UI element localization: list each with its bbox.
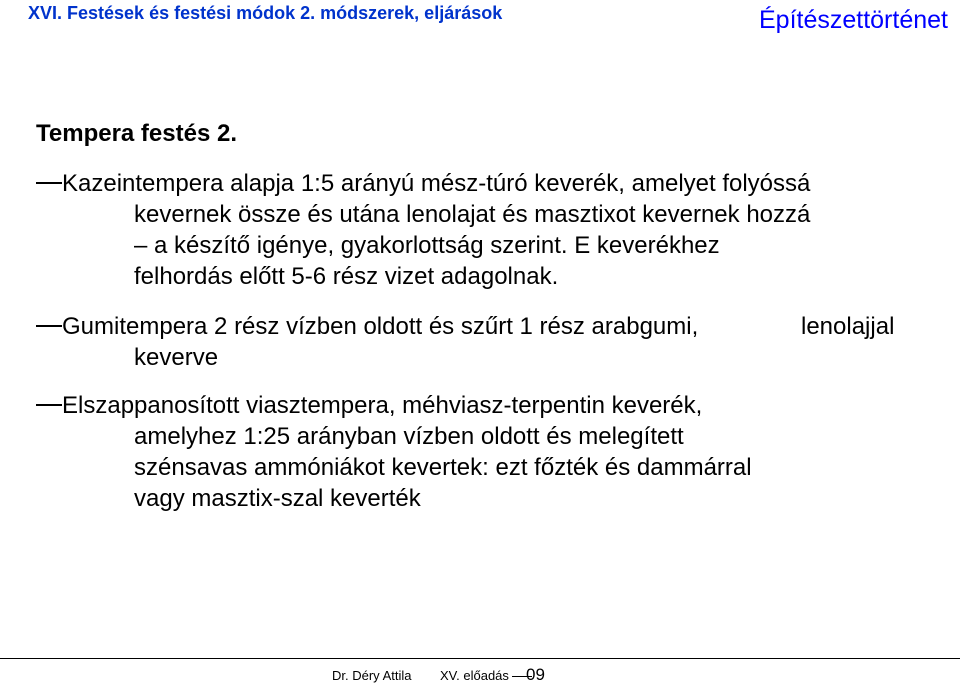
footer-divider <box>0 658 960 659</box>
bullet-gumitempera <box>36 311 936 373</box>
bullet-line: felhordás előtt 5-6 rész vizet adagolnak. <box>134 263 559 290</box>
bullet-kazeintempera <box>36 168 810 292</box>
bullet-line: – a készítő igénye, gyakorlottság szerint. E keverékhez <box>134 232 720 259</box>
footer-lecture-label: XV. előadás <box>440 668 509 683</box>
bullet-line: vagy masztix-szal keverték <box>134 485 421 512</box>
footer-author: Dr. Déry Attila <box>332 668 412 683</box>
bullet-text: Kazeintempera alapja 1:5 arányú mész-túró keverék, amelyet folyóssá <box>62 170 811 197</box>
bullet-line: kevernek össze és utána lenolajat és masztixot kevernek hozzá <box>134 201 811 228</box>
chapter-title: XVI. Festések és festési módok 2. módszerek, eljárások <box>28 3 503 23</box>
bullet-viasztempera <box>36 390 752 514</box>
bullet-line <box>36 168 810 199</box>
bullet-line: szénsavas ammóniákot kevertek: ezt főzték és dammárral <box>134 454 752 481</box>
bullet-text: Elszappanosított viasztempera, méhviasz-terpentin keverék, <box>62 392 703 419</box>
bullet-text: Gumitempera 2 rész vízben oldott és szűrt 1 rész arabgumi, <box>62 313 699 340</box>
dash-marker <box>36 325 62 327</box>
bullet-text-right: lenolajjal <box>801 313 895 340</box>
dash-marker <box>36 404 62 406</box>
slide-title: Tempera festés 2. <box>36 120 237 147</box>
footer-lecture <box>440 668 535 683</box>
bullet-line: amelyhez 1:25 arányban vízben oldott és melegített <box>134 423 684 450</box>
course-title: Építészettörténet <box>758 6 948 34</box>
page-number: 09 <box>526 665 545 684</box>
bullet-line <box>36 390 752 421</box>
bullet-line: keverve <box>134 344 219 371</box>
dash-marker <box>36 182 62 184</box>
bullet-line <box>36 311 936 342</box>
